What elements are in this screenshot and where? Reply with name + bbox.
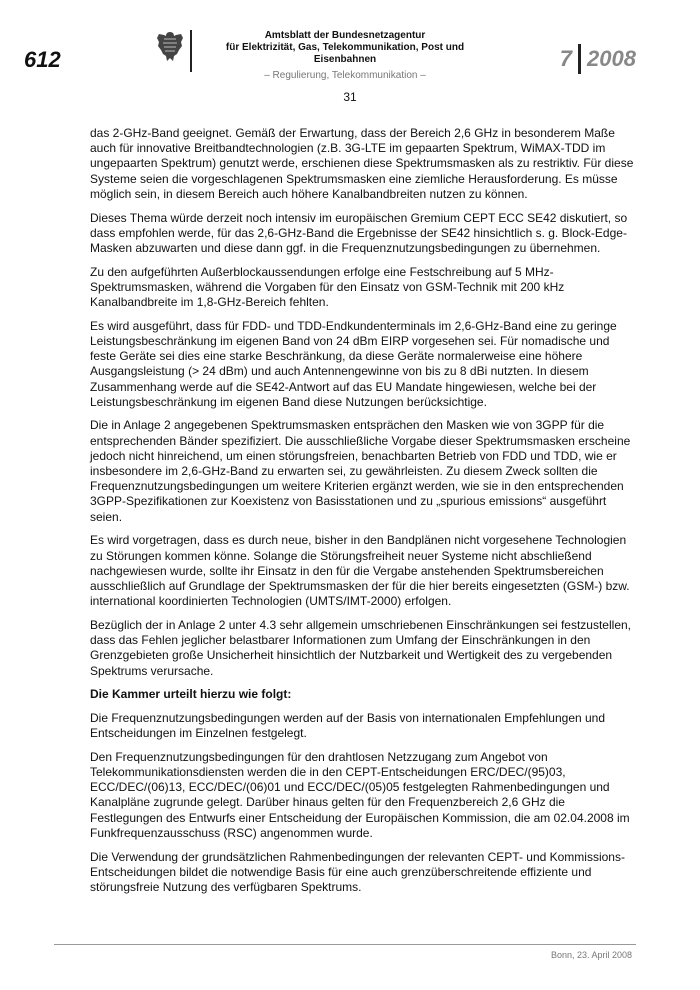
header-title-block xyxy=(200,30,490,82)
issue-year: 2008 xyxy=(587,46,636,71)
paragraph: Die in Anlage 2 angegebenen Spektrumsmasken entsprächen den Masken wie von 3GPP für die entsprechenden Bänder spezifiziert. Die ausschließliche Vorgabe dieser Spektrumsmasken erscheine jedoch nicht hinreichend, um einen störungsfreien, benachbarten Betrieb von FDD und TDD, wie er insbesondere im 2,6-GHz-Band zu erwarten sei, zu gewährleisten. Zu diesem Zweck sollten die Frequenznutzungsbedingungen um weitere Kriterien ergänzt werden, wie sie in den entsprechenden 3GPP-Spezifikationen zur Koexistenz von Basisstationen und zu „spurious emissions“ ausgeführt seien. xyxy=(90,418,631,524)
page-number: 612 xyxy=(24,47,61,72)
paragraph: Den Frequenznutzungsbedingungen für den drahtlosen Netzzugang zum Angebot von Telekommunikationsdiensten werden die in den CEPT-Entscheidungen ERC/DEC/(95)03, ECC/DEC/(06)13, ECC/DEC/(06)01 und ECC/DEC/(05)05 festgelegten Rahmenbedingungen und Kanalpläne zugrunde gelegt. Darüber hinaus gelten für den Frequenzbereich 2,6 GHz die Festlegungen des Entwurfs einer Entscheidung der Europäischen Kommission, die am 02.04.2008 im Funkfrequenzausschuss (RSC) angenommen wurde. xyxy=(90,749,630,840)
paragraph: Die Frequenznutzungsbedingungen werden auf der Basis von internationalen Empfehlungen und Entscheidungen im Einzelnen festgelegt. xyxy=(90,710,606,741)
paragraph: Zu den aufgeführten Außerblockaussendungen erfolge eine Festschreibung auf 5 MHz-Spektrumsmasken, während die Vorgaben für den Einsatz von GSM-Technik mit 200 kHz Kanalbandbreite im 1,8-GHz-Bereich fehlten. xyxy=(90,264,565,310)
column-number: 31 xyxy=(343,90,357,104)
header-line-1: Amtsblatt der Bundesnetzagentur xyxy=(264,30,426,41)
issue-number: 7 xyxy=(559,46,573,71)
paragraph: Dieses Thema würde derzeit noch intensiv im europäischen Gremium CEPT ECC SE42 diskutiert, so dass empfohlen werde, für das 2,6-GHz-Band die Ergebnisse der SE42 hinsichtlich s. g. Block-Edge-Masken abzuwarten und diese dann ggf. in die Frequenznutzungsbedingungen zu übernehmen. xyxy=(90,210,628,255)
federal-eagle-icon xyxy=(155,30,185,64)
header-line-3: – Regulierung, Telekommunikation – xyxy=(264,70,426,81)
issue-label xyxy=(560,44,636,74)
paragraph: Die Verwendung der grundsätzlichen Rahmenbedingungen der relevanten CEPT- und Kommissions-Entscheidungen bildet die notwendige Basis für eine auch grenzüberschreitende effiziente und störungsfreie Nutzung des verfügbaren Spektrums. xyxy=(90,849,625,894)
issue-divider xyxy=(578,44,581,74)
paragraph: Bezüglich der in Anlage 2 unter 4.3 sehr allgemein umschriebenen Einschränkungen sei festzustellen, dass das Fehlen jeglicher belastbarer Informationen zum Umfang der Einschränkungen in den Grenzgebieten große Unsicherheit hinsichtlich der Nutzbarkeit und Wertigkeit des zu vergebenden Spektrums verursache. xyxy=(90,617,631,678)
paragraph: das 2-GHz-Band geeignet. Gemäß der Erwartung, dass der Bereich 2,6 GHz in besonderem Maße auch für innovative Breitbandtechnologien (z.B. 3G-LTE im gepaarten Spektrum, WiMAX-TDD im ungepaarten Spektrum) genutzt werde, erschienen diese Spektrumsmasken als zu restriktiv. Für diese Systeme seien die vorgeschlagenen Spektrumsmasken eine ziemliche Herausforderung. Es müsse möglich sein, in diesem Bereich auch höhere Kanalbandbreiten nutzen zu können. xyxy=(90,126,634,201)
body-text xyxy=(90,126,636,904)
header-divider xyxy=(190,30,192,72)
footer-date: Bonn, 23. April 2008 xyxy=(550,950,632,960)
paragraph: Es wird vorgetragen, dass es durch neue, bisher in den Bandplänen nicht vorgesehene Technologien zu Störungen kommen könne. Solange die Störungsfreiheit neuer Systeme nicht abschließend nachgewiesen wurde, sollte ihr Einsatz in den für die Vergabe anstehenden Spektrumsbereichen ausschließlich auf Grundlage der Spektrumsmasken der für die hier bereits eingesetzten (GSM-) bzw. international koordinierten Technologien (UMTS/IMT-2000) erfolgen. xyxy=(90,533,630,609)
section-heading: Die Kammer urteilt hierzu wie folgt: xyxy=(90,687,292,702)
header-line-2: für Elektrizität, Gas, Telekommunikation, Post und Eisenbahnen xyxy=(225,42,465,65)
paragraph: Es wird ausgeführt, dass für FDD- und TDD-Endkundenterminals im 2,6-GHz-Band eine zu geringe Leistungsbeschränkung im eigenen Band von 24 dBm EIRP vorgesehen sei. Für nomadische und feste Geräte sei dies eine starke Beschränkung, da diese Geräte normalerweise eine höhere Ausgangsleistung (> 24 dBm) und auch Antennengewinne von bis zu 8 dBi nutzten. In diesem Zusammenhang werde auf die SE42-Antwort auf das EU Mandate hingewiesen, welche bei der Leistungsbeschränkung im eigenen Band diese Nutzungen berücksichtige. xyxy=(90,318,617,409)
footer-divider xyxy=(54,944,636,945)
